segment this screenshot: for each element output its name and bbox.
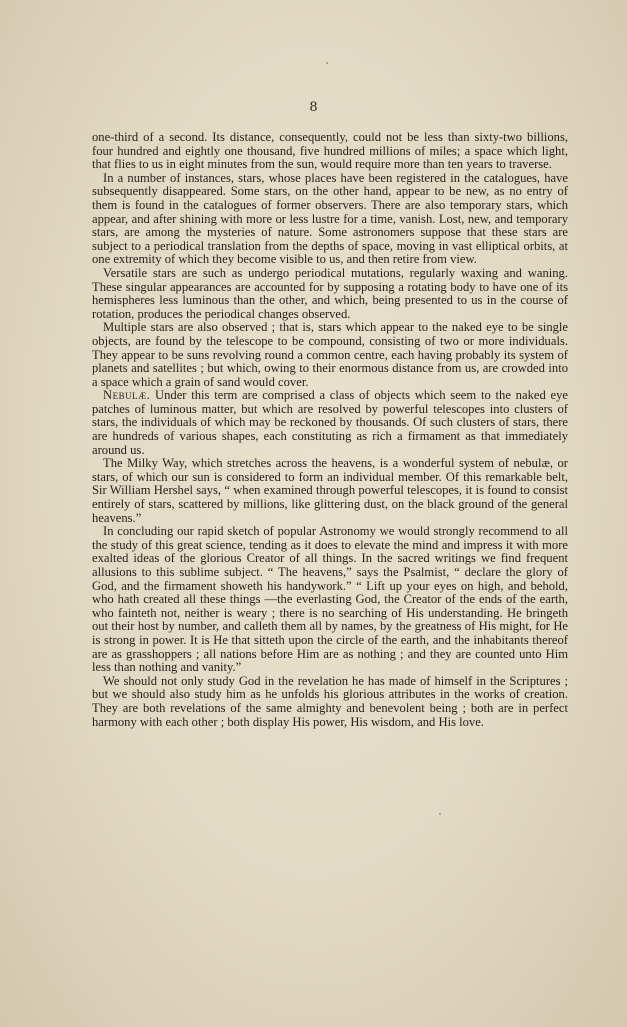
paragraph-star-distance: one-third of a second. Its distance, consequently, could not be less than sixty-two billions, four hundred and eightly one thousand, five hundred millions of miles; a space which light, that flies to us in eight minutes from the sun, would require more than ten years to traverse. [92, 130, 568, 172]
page-number: 8 [309, 100, 318, 115]
paragraph-study-god: We should not only study God in the revelation he has made of himself in the Scriptures ; but we should also study him as he unfolds his glorious attributes in the works of creation. They are both revelations of the same almighty and benevolent being ; both are in perfect harmony with each other ; both display His power, His wisdom, and His love. [92, 673, 568, 729]
paper-speck [439, 813, 441, 815]
paragraph-nebulae [92, 389, 568, 457]
paragraph-milky-way: The Milky Way, which stretches across the heavens, is a wonderful system of nebulæ, or stars, of which our sun is considered to form an individual member. Of this remarkable belt, Sir William Hershel says, “ when examined through powerful telescopes, it is found to consist entirely of stars, scattered by millions, like glittering dust, on the black ground of the general heavens.” [92, 456, 568, 525]
paper-speck [326, 62, 328, 64]
nebulae-heading: Nebulæ. [103, 388, 151, 403]
paragraph-lost-new-temporary-stars: In a number of instances, stars, whose places have been registered in the catalogues, have subsequently disappeared. Some stars, on the other hand, appear to be new, as no entry of them is found in the catalogues of former observers. There are also temporary stars, which appear, and after shining with more or less lustre for a time, vanish. Lost, new, and temporary stars, are among the mysteries of nature. Some astronomers suppose that these stars are subject to a periodical translation from the depths of space, moving in vast elliptical orbits, at one extremity of which they become visible to us, and then retire from view. [92, 170, 568, 267]
paragraph-versatile-stars: Versatile stars are such as undergo periodical mutations, regularly waxing and waning. These singular appearances are accounted for by supposing a rotating body to have one of its hemispheres less luminous than the other, and which, being presented to us in the course of rotation, produces the periodical changes observed. [92, 265, 568, 321]
body-text [92, 131, 568, 729]
paragraph-concluding: In concluding our rapid sketch of popular Astronomy we would strongly recommend to all the study of this great science, tending as it does to elevate the mind and impress it with more exalted ideas of the glorious Creator of all things. In the sacred writings we find frequent allusions to this sublime subject. “ The heavens,” says the Psalmist, “ declare the glory of God, and the firmament showeth his handywork.” “ Lift up your eyes on high, and behold, who hath created all these things —the everlasting God, the Creator of the ends of the earth, who fainteth not, neither is weary ; there is no searching of His understanding. He bringeth out their host by number, and calleth them all by names, by the greatness of His might, for He is strong in power. It is He that sitteth upon the circle of the earth, and the inhabitants thereof are as grasshoppers ; all nations before Him are as nothing ; and they are counted unto Him less than nothing and vanity.” [92, 524, 568, 675]
nebulae-text: Under this term are comprised a class of objects which seem to the naked eye patches of luminous matter, but which are resolved by powerful telescopes into clusters of stars, the individuals of which may be reckoned by thousands. Of such clusters of stars, there are hundreds of various shapes, each constituting as rich a firmament as that immediately around us. [92, 388, 568, 457]
paragraph-multiple-stars: Multiple stars are also observed ; that is, stars which appear to the naked eye to be single objects, are found by the telescope to be compound, consisting of two or more individuals. They appear to be suns revolving round a common centre, each having probably its system of planets and satellites ; but which, owing to their enormous distance from us, are crowded into a space which a grain of sand would cover. [92, 320, 568, 389]
